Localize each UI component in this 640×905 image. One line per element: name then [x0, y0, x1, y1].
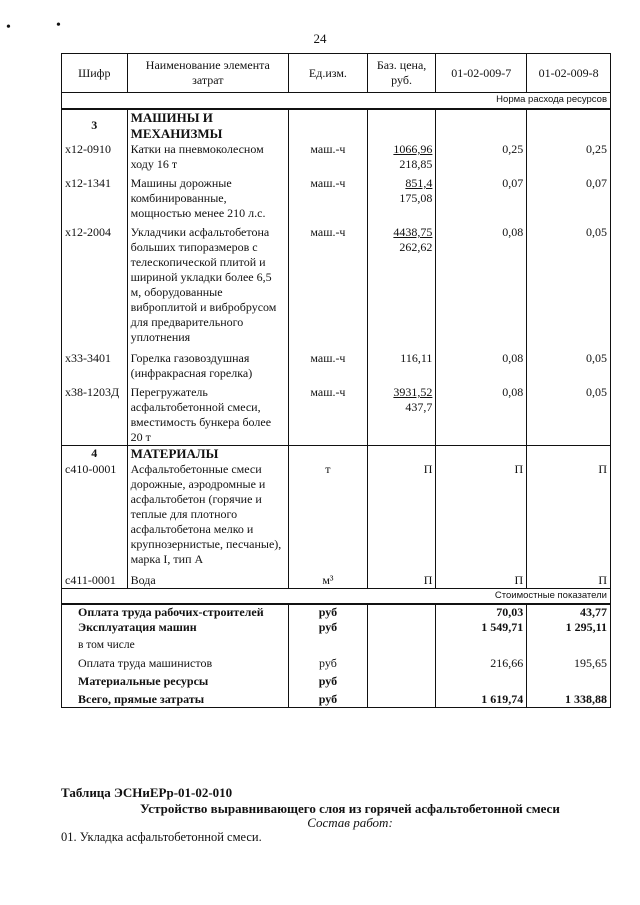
item-code: с411-0001: [62, 573, 128, 589]
item-price: 1066,96: [393, 142, 433, 156]
header-col-a: 01-02-009-7: [436, 54, 527, 93]
cost-value-a: 1 549,71: [436, 620, 527, 635]
cost-row: [62, 671, 611, 689]
item-name: Горелка газовоздушная (инфракрасная горелка): [127, 351, 288, 381]
item-norm-b: П: [527, 462, 611, 567]
next-table-name: Устройство выравнивающего слоя из горячей асфальтобетонной смеси: [140, 801, 560, 816]
item-name: Укладчики асфальтобетона больших типоразмеров с телескопической плитой и шириной укладки более 6,5 м, оборудованные виброплитой и вибробрусом для предварительного уплотнения: [127, 225, 288, 345]
header-base-price: Баз. цена, руб.: [367, 54, 436, 93]
section-title: МАТЕРИАЛЫ: [127, 446, 288, 463]
cost-value-b: 1 295,11: [527, 620, 611, 635]
item-name: Асфальтобетонные смеси дорожные, аэродромные и асфальтобетон (горячие и теплые для плотного асфальтобетона мелко и крупнозернистые, песчаные), марка I, тип А: [127, 462, 288, 567]
item-price: П: [367, 573, 436, 589]
item-unit: маш.-ч: [289, 225, 368, 345]
item-price: П: [367, 462, 436, 567]
item-price-2: 437,7: [405, 400, 433, 414]
header-col-b: 01-02-009-8: [527, 54, 611, 93]
item-code: с410-0001: [62, 462, 128, 567]
item-norm-a: 0,25: [436, 142, 527, 172]
cost-unit: руб: [289, 653, 368, 671]
item-code: х12-2004: [62, 225, 128, 345]
norm-label: Норма расхода ресурсов: [62, 93, 611, 110]
cost-label-cell: Оплата труда рабочих-строителей: [62, 604, 289, 620]
cost-row: [62, 689, 611, 708]
item-price: 4438,75: [393, 225, 433, 239]
table-header: [62, 54, 611, 93]
item-name: Перегружатель асфальтобетонной смеси, вместимость бункера более 20 т: [127, 385, 288, 446]
table-row: [62, 462, 611, 567]
item-unit: маш.-ч: [289, 385, 368, 446]
item-norm-a: 0,08: [436, 225, 527, 345]
work-composition-label: Состав работ:: [307, 815, 393, 830]
cost-value-b: 1 338,88: [527, 689, 611, 708]
item-code: х33-3401: [62, 351, 128, 381]
header-unit: Ед.изм.: [289, 54, 368, 93]
item-norm-b: 0,05: [527, 385, 611, 446]
resource-table: [61, 53, 611, 708]
cost-value-a: 70,03: [436, 604, 527, 620]
cost-unit: руб: [289, 604, 368, 620]
item-code: х12-0910: [62, 142, 128, 172]
cost-label-cell: Оплата труда машинистов: [62, 653, 289, 671]
work-item: 01. Укладка асфальтобетонной смеси.: [61, 830, 262, 844]
cost-value-b: 195,65: [527, 653, 611, 671]
item-unit: маш.-ч: [289, 176, 368, 221]
section-row: [62, 446, 611, 463]
item-code: х12-1341: [62, 176, 128, 221]
section-title: МАШИНЫ И МЕХАНИЗМЫ: [127, 109, 288, 142]
item-norm-a: П: [436, 462, 527, 567]
item-price: 851,4: [405, 176, 433, 190]
item-name: Катки на пневмоколесном ходу 16 т: [127, 142, 288, 172]
item-unit: м³: [289, 573, 368, 589]
table-row: [62, 225, 611, 345]
cost-row: [62, 653, 611, 671]
cost-row: [62, 604, 611, 620]
item-name: Вода: [127, 573, 288, 589]
item-norm-b: П: [527, 573, 611, 589]
item-unit: маш.-ч: [289, 351, 368, 381]
section-number: 3: [62, 109, 128, 142]
cost-label: Стоимостные показатели: [62, 589, 611, 605]
item-norm-a: 0,08: [436, 351, 527, 381]
item-unit: маш.-ч: [289, 142, 368, 172]
item-norm-a: 0,08: [436, 385, 527, 446]
cost-unit: руб: [289, 689, 368, 708]
table-row: [62, 142, 611, 172]
item-price-2: 262,62: [399, 240, 433, 254]
cost-label-cell: Всего, прямые затраты: [62, 689, 289, 708]
cost-row: [62, 635, 611, 653]
page-number: 24: [313, 31, 327, 46]
cost-value-b: [527, 671, 611, 689]
table-row: [62, 385, 611, 446]
cost-label-cell: Эксплуатация машин: [62, 620, 289, 635]
table-row: [62, 176, 611, 221]
item-norm-b: 0,07: [527, 176, 611, 221]
item-norm-b: 0,05: [527, 351, 611, 381]
item-price-2: 218,85: [399, 157, 433, 171]
item-price: 116,11: [367, 351, 436, 381]
header-name: Наименование элемента затрат: [127, 54, 288, 93]
section-row: [62, 109, 611, 142]
table-row: [62, 351, 611, 381]
cost-label-cell: в том числе: [62, 635, 289, 653]
item-name: Машины дорожные комбинированные, мощностью менее 210 л.с.: [127, 176, 288, 221]
norm-header-row: [62, 93, 611, 110]
cost-unit: руб: [289, 620, 368, 635]
cost-value-a: [436, 671, 527, 689]
cost-header-row: [62, 589, 611, 605]
item-norm-b: 0,05: [527, 225, 611, 345]
item-norm-a: П: [436, 573, 527, 589]
cost-value-a: 1 619,74: [436, 689, 527, 708]
item-price-2: 175,08: [399, 191, 433, 205]
section-number: 4: [62, 446, 128, 463]
cost-unit: руб: [289, 671, 368, 689]
cost-row: [62, 620, 611, 635]
header-code: Шифр: [62, 54, 128, 93]
next-table-title: Таблица ЭСНиЕРр-01-02-010: [61, 785, 233, 800]
cost-label-cell: Материальные ресурсы: [62, 671, 289, 689]
item-norm-a: 0,07: [436, 176, 527, 221]
table-row: [62, 573, 611, 589]
item-code: х38-1203Д: [62, 385, 128, 446]
item-unit: т: [289, 462, 368, 567]
cost-value-a: 216,66: [436, 653, 527, 671]
item-norm-b: 0,25: [527, 142, 611, 172]
item-price: 3931,52: [393, 385, 433, 399]
cost-value-b: 43,77: [527, 604, 611, 620]
